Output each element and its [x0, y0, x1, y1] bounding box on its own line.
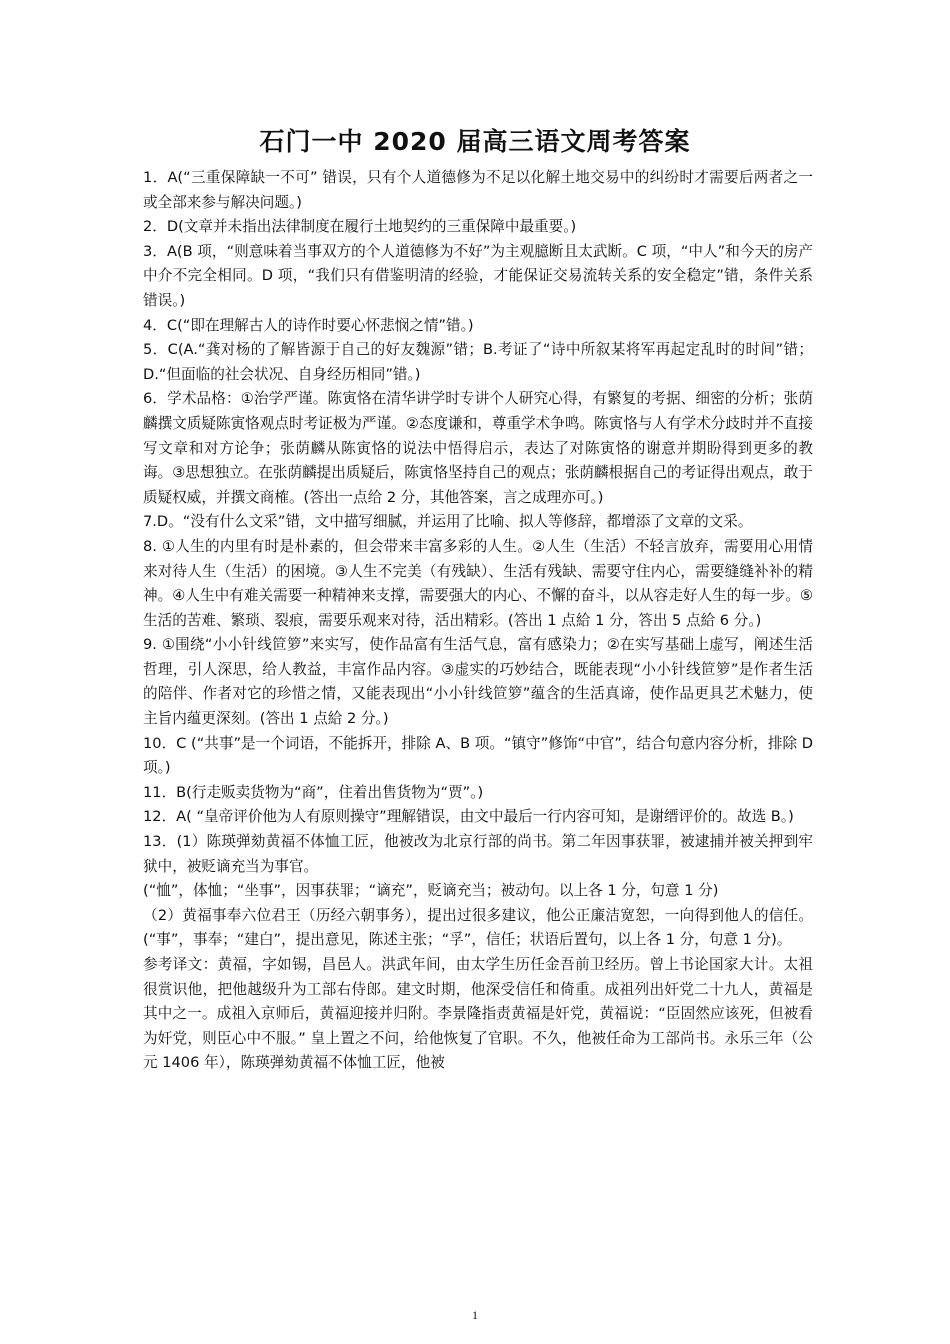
document-title: 石门一中 2020 届高三语文周考答案: [259, 127, 691, 156]
answer-paragraph: 1．A(“三重保障缺一不可” 错误，只有个人道德修为不足以化解土地交易中的纠纷时才需要后两者之一或全部来参与解决问题。): [143, 169, 813, 211]
answer-paragraph: 5．C(A.“龚对杨的了解皆源于自己的好友魏源”错；B.考证了“诗中所叙某将军再起定乱时的时间”错；D.“但面临的社会状况、自身经历相同”错。): [143, 341, 813, 383]
answer-paragraph: 9. ①围绕“小小针线笸箩”来实写，使作品富有生活气息，富有感染力；②在实写基础上虚写，阐述生活哲理，引人深思，给人教益，丰富作品内容。③虚实的巧妙结合，既能表现“小小针线笸箩”是作者生活的陪伴、作者对它的珍惜之情，又能表现出“小小针线笸箩”蕴含的生活真谛，使作品更具艺术魅力，使主旨内蕴更深刻。(答出 1 点給 2 分。): [143, 636, 813, 728]
answer-paragraph: 3．A(B 项，“则意味着当事双方的个人道德修为不好”为主观臆断且太武断。C 项，“中人”和今天的房产中介不完全相同。D 项，“我们只有借鉴明清的经验，才能保证交易流转关系的安全稳定”错，条件关系错误。): [143, 242, 813, 309]
answer-paragraph: 4．C(“即在理解古人的诗作时要心怀悲悯之情”错。): [143, 316, 474, 334]
answer-paragraph: 13．(1）陈瑛弹劾黄福不体恤工匠，他被改为北京行部的尚书。第二年因事获罪，被逮捕并被关押到牢狱中，被贬谪充当为事官。: [143, 833, 813, 875]
answer-body: [143, 166, 813, 1076]
answer-paragraph: (“恤”，体恤；“坐事”，因事获罪；“谪充”，贬谪充当；被动句。以上各 1 分，句意 1 分): [143, 882, 719, 900]
translation-paragraph: 参考译文：黄福，字如锡，昌邑人。洪武年间，由太学生历任金吾前卫经历。曾上书论国家大计。太祖很赏识他，把他越级升为工部右侍郎。建文时期，他深受信任和倚重。成祖列出奸党二十九人，黄福是其中之一。成祖入京师后，黄福迎接并归附。李景隆指责黄福是奸党，黄福说：“臣固然应该死，但被看为奸党，则臣心中不服。” 皇上置之不问，给他恢复了官职。不久，他被任命为工部尚书。永乐三年（公元 1406 年），陈瑛弹劾黄福不体恤工匠，他被: [143, 956, 813, 1072]
answer-paragraph: 10．C (“共事”是一个词语，不能拆开，排除 A、B 项。“镇守”修饰“中官”，结合句意内容分析，排除 D 项。): [143, 734, 813, 777]
answer-paragraph: 8. ①人生的内里有时是朴素的，但会带来丰富多彩的人生。②人生（生活）不轻言放弃，需要用心用情来对待人生（生活）的困境。③人生不完美（有残缺）、生活有残缺、需要守住内心，需要缝缝补补的精神。④人生中有难关需要一种精神来支撑，需要强大的内心、不懈的奋斗，以从容走好人生的每一步。⑤生活的苦难、繁琐、裂痕，需要乐观来对待，活出精彩。(答出 1 点給 1 分，答出 5 点給 6 分。): [143, 537, 813, 629]
answer-paragraph: 2．D(文章并未指出法律制度在履行土地契约的三重保障中最重要。): [143, 218, 577, 236]
answer-paragraph: （2）黄福事奉六位君王（历经六朝事务），提出过很多建议，他公正廉洁宽恕，一向得到他人的信任。(“事”，事奉；“建白”，提出意见，陈述主张；“孚”，信任；状语后置句，以上各 1 分，句意 1 分)。: [143, 906, 813, 949]
answer-paragraph: 6．学术品格：①治学严谨。陈寅恪在清华讲学时专讲个人研究心得，有繁复的考据、细密的分析；张荫麟撰文质疑陈寅恪观点时考证极为严谨。②态度谦和，尊重学术争鸣。陈寅恪与人有学术分歧时并不直接写文章和对方论争；张荫麟从陈寅恪的说法中悟得启示，表达了对陈寅恪的谢意并期盼得到更多的教诲。③思想独立。在张荫麟提出质疑后，陈寅恪坚持自己的观点；张荫麟根据自己的考证得出观点，敢于质疑权威，并撰文商榷。(答出一点给 2 分，其他答案，言之成理亦可。): [143, 390, 813, 506]
answer-paragraph: 12．A( “皇帝评价他为人有原则操守”理解错误，由文中最后一行内容可知，是谢缙评价的。故选 B。): [143, 808, 794, 826]
answer-paragraph: 11．B(行走贩卖货物为“商”，住着出售货物为“贾”。): [143, 783, 484, 801]
answer-paragraph: 7.D。“没有什么文采”错，文中描写细腻，并运用了比喻、拟人等修辞，都增添了文章的文采。: [143, 513, 753, 531]
page-number: 1: [472, 1308, 478, 1322]
